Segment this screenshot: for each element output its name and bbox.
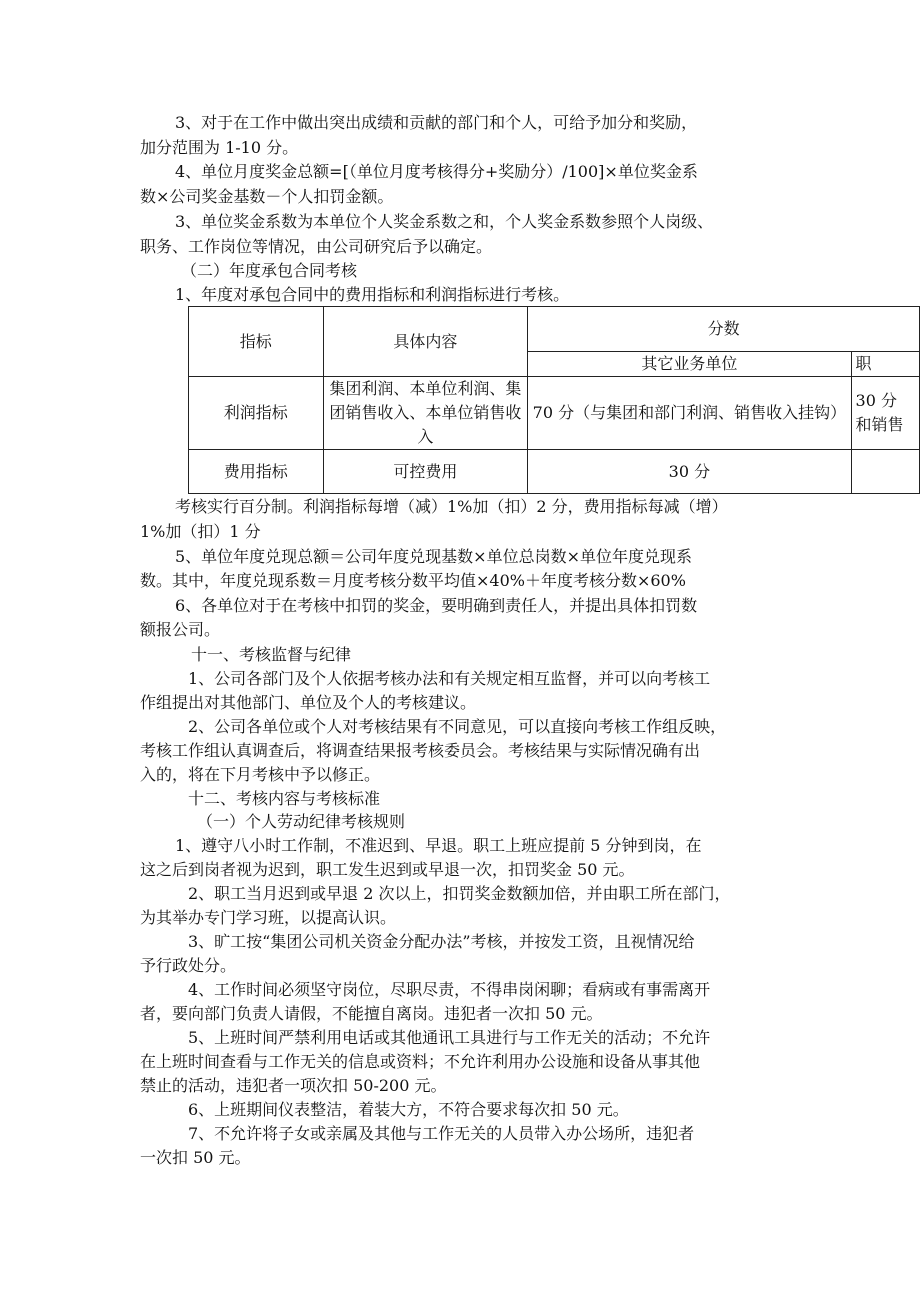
header-indicator: 指标 [189,307,324,377]
para-line: 为其举办专门学习班，以提高认识。 [140,908,397,927]
para-line: 5、单位年度兑现总额＝公司年度兑现基数×单位总岗数×单位年度兑现系 [175,547,692,566]
para-line: 4、工作时间必须坚守岗位，尽职尽责，不得串岗闲聊；看病或有事需离开 [188,980,711,999]
para-line: 考核工作组认真调查后，将调查结果报考核委员会。考核结果与实际情况确有出 [140,741,701,760]
score-table [188,306,920,494]
section-heading: 十二、考核内容与考核标准 [188,789,381,808]
section-heading: （一）个人劳动纪律考核规则 [197,812,406,831]
para-line: 予行政处分。 [140,956,237,975]
para-line: 6、各单位对于在考核中扣罚的奖金，要明确到责任人，并提出具体扣罚数 [175,596,698,615]
para-line: 一次扣 50 元。 [140,1148,251,1167]
para-line: 1、公司各部门及个人依据考核办法和有关规定相互监督，并可以向考核工 [188,669,711,688]
para-line: 3、对于在工作中做出突出成绩和贡献的部门和个人，可给予加分和奖励， [175,113,698,132]
row-cost-content: 可控费用 [323,450,528,494]
para-line: 数。其中，年度兑现系数＝月度考核分数平均值×40%＋年度考核分数×60% [140,571,686,590]
section-heading: 十一、考核监督与纪律 [191,645,352,664]
row-profit-func-score-b: 和销售 [855,415,904,434]
row-profit-other-score: 70 分（与集团和部门利润、销售收入挂钩） [528,377,851,450]
para-line: 额报公司。 [140,620,221,639]
para-line: 3、旷工按“集团公司机关资金分配办法”考核，并按发工资，且视情况给 [188,932,695,951]
para-line: 5、上班时间严禁利用电话或其他通讯工具进行与工作无关的活动；不允许 [188,1028,711,1047]
para-line: 7、不允许将子女或亲属及其他与工作无关的人员带入办公场所，违犯者 [188,1124,695,1143]
para-line: 者，要向部门负责人请假，不能擅自离岗。违犯者一次扣 50 元。 [140,1004,603,1023]
row-profit-content: 集团利润、本单位利润、集团销售收入、本单位销售收入 [323,377,528,450]
header-content: 具体内容 [323,307,528,377]
para-line: 1%加（扣）1 分 [140,522,261,541]
para-line: 加分范围为 1-10 分。 [140,138,299,157]
section-heading: （二）年度承包合同考核 [181,261,358,280]
para-line: 在上班时间查看与工作无关的信息或资料；不允许利用办公设施和设备从事其他 [140,1052,701,1071]
row-cost-name: 费用指标 [189,450,324,494]
row-profit-name: 利润指标 [189,377,324,450]
para-line: 1、遵守八小时工作制，不准迟到、早退。职工上班应提前 5 分钟到岗，在 [175,836,702,855]
row-cost-other-score: 30 分 [528,450,851,494]
para-line: 考核实行百分制。利润指标每增（减）1%加（扣）2 分，费用指标每减（增） [175,497,728,516]
row-cost-func-score [851,450,919,494]
para-line: 1、年度对承包合同中的费用指标和利润指标进行考核。 [175,285,570,304]
para-line: 禁止的活动，违犯者一项次扣 50-200 元。 [140,1076,447,1095]
para-line: 2、公司各单位或个人对考核结果有不同意见，可以直接向考核工作组反映， [188,717,727,736]
para-line: 入的，将在下月考核中予以修正。 [140,765,381,784]
para-line: 6、上班期间仪表整洁，着装大方，不符合要求每次扣 50 元。 [188,1100,629,1119]
para-line: 职务、工作岗位等情况，由公司研究后予以确定。 [140,237,493,256]
row-profit-func-score-a: 30 分 [855,391,897,410]
header-functional-units: 职 [851,352,919,377]
para-line: 3、单位奖金系数为本单位个人奖金系数之和，个人奖金系数参照个人岗级、 [175,212,714,231]
para-line: 作组提出对其他部门、单位及个人的考核建议。 [140,693,477,712]
header-other-units: 其它业务单位 [528,352,851,377]
para-line: 数×公司奖金基数－个人扣罚金额。 [140,187,394,206]
para-line: 这之后到岗者视为迟到，职工发生迟到或早退一次，扣罚奖金 50 元。 [140,860,635,879]
header-score: 分数 [528,307,920,352]
para-line: 4、单位月度奖金总额=[（单位月度考核得分+奖励分）/100]×单位奖金系 [175,162,698,181]
para-line: 2、职工当月迟到或早退 2 次以上，扣罚奖金数额加倍，并由职工所在部门， [188,884,731,903]
row-profit-func-score [851,377,919,450]
